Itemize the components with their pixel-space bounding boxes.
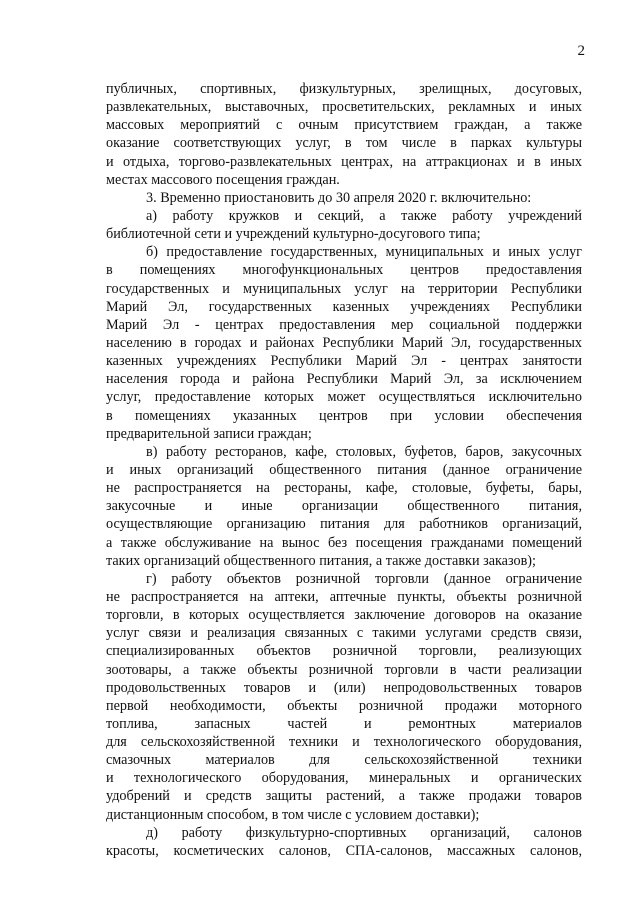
text-line: массовых мероприятий с очным присутствием граждан, а также bbox=[106, 117, 582, 134]
text-line: предварительной записи граждан; bbox=[106, 425, 312, 442]
text-line: таких организаций общественного питания, а также доставки заказов); bbox=[106, 552, 536, 569]
text-line: не распространяется на аптеки, аптечные пункты, объекты розничной bbox=[106, 588, 582, 605]
document-body bbox=[106, 80, 582, 860]
text-line: развлекательных, выставочных, просветительских, рекламных и иных bbox=[106, 99, 582, 116]
text-line: местах массового посещения граждан. bbox=[106, 171, 340, 188]
text-line: публичных, спортивных, физкультурных, зрелищных, досуговых, bbox=[106, 81, 582, 97]
text-line: красоты, косметических салонов, СПА-салонов, массажных салонов, bbox=[106, 842, 582, 859]
text-line: специализированных объектов розничной торговли, реализующих bbox=[106, 643, 582, 660]
paragraph bbox=[106, 824, 582, 860]
paragraph bbox=[106, 443, 582, 570]
text-line: и иных организаций общественного питания (данное ограничение bbox=[106, 461, 582, 478]
text-line: Марий Эл - центрах предоставления мер социальной поддержки bbox=[106, 316, 582, 333]
text-line: продовольственных товаров и (или) непродовольственных товаров bbox=[106, 679, 582, 696]
text-line: услуг связи и реализация связанных с такими услугами средств связи, bbox=[106, 625, 582, 642]
text-line: населения города и района Республики Марий Эл, за исключением bbox=[106, 371, 582, 388]
text-line: в помещениях многофункциональных центров предоставления bbox=[106, 262, 582, 279]
text-line: осуществляющие организацию питания для работников организаций, bbox=[106, 516, 582, 533]
text-line: дистанционным способом, в том числе с условием доставки); bbox=[106, 806, 480, 823]
text-line: топлива, запасных частей и ремонтных материалов bbox=[106, 715, 582, 732]
text-line: д) работу физкультурно-спортивных организаций, салонов bbox=[146, 824, 582, 841]
text-line: и отдыха, торгово-развлекательных центрах, на аттракционах и в иных bbox=[106, 153, 582, 170]
text-line: смазочных материалов для сельскохозяйственной техники bbox=[106, 752, 582, 769]
text-line: государственных и муниципальных услуг на территории Республики bbox=[106, 280, 582, 297]
text-line: зоотовары, а также объекты розничной торговли в части реализации bbox=[106, 661, 582, 678]
text-line: закусочные и иные организации общественного питания, bbox=[106, 498, 582, 515]
text-line: в) работу ресторанов, кафе, столовых, буфетов, баров, закусочных bbox=[146, 443, 582, 460]
paragraph bbox=[106, 80, 582, 189]
text-line: Марий Эл, государственных казенных учреждениях Республики bbox=[106, 298, 582, 315]
text-line: оказание соответствующих услуг, в том числе в парках культуры bbox=[106, 135, 582, 152]
text-line: не распространяется на рестораны, кафе, столовые, буфеты, бары, bbox=[106, 480, 582, 497]
text-line: торговли, в которых осуществляется заключение договоров на оказание bbox=[106, 607, 582, 624]
text-line: г) работу объектов розничной торговли (данное ограничение bbox=[146, 570, 582, 587]
page-number: 2 bbox=[577, 43, 585, 59]
text-line: а также обслуживание на вынос без посещения гражданами помещений bbox=[106, 534, 582, 551]
text-line: в помещениях указанных центров при условии обеспечения bbox=[106, 407, 582, 424]
text-line: б) предоставление государственных, муниципальных и иных услуг bbox=[146, 244, 582, 261]
text-line: 3. Временно приостановить до 30 апреля 2020 г. включительно: bbox=[146, 189, 532, 206]
text-line: первой необходимости, объекты розничной продажи моторного bbox=[106, 697, 582, 714]
text-line: библиотечной сети и учреждений культурно-досугового типа; bbox=[106, 226, 481, 243]
paragraph bbox=[106, 189, 582, 207]
text-line: удобрений и средств защиты растений, а также продажи товаров bbox=[106, 788, 582, 805]
text-line: населению в городах и районах Республики Марий Эл, государственных bbox=[106, 334, 582, 351]
paragraph bbox=[106, 243, 582, 443]
paragraph bbox=[106, 570, 582, 824]
text-line: казенных учреждениях Республики Марий Эл - центрах занятости bbox=[106, 353, 582, 370]
text-line: и технологического оборудования, минеральных и органических bbox=[106, 770, 582, 787]
text-line: для сельскохозяйственной техники и технологического оборудования, bbox=[106, 734, 582, 751]
text-line: услуг, предоставление которых может осуществляться исключительно bbox=[106, 389, 582, 406]
paragraph bbox=[106, 207, 582, 243]
text-line: а) работу кружков и секций, а также работу учреждений bbox=[146, 207, 582, 224]
